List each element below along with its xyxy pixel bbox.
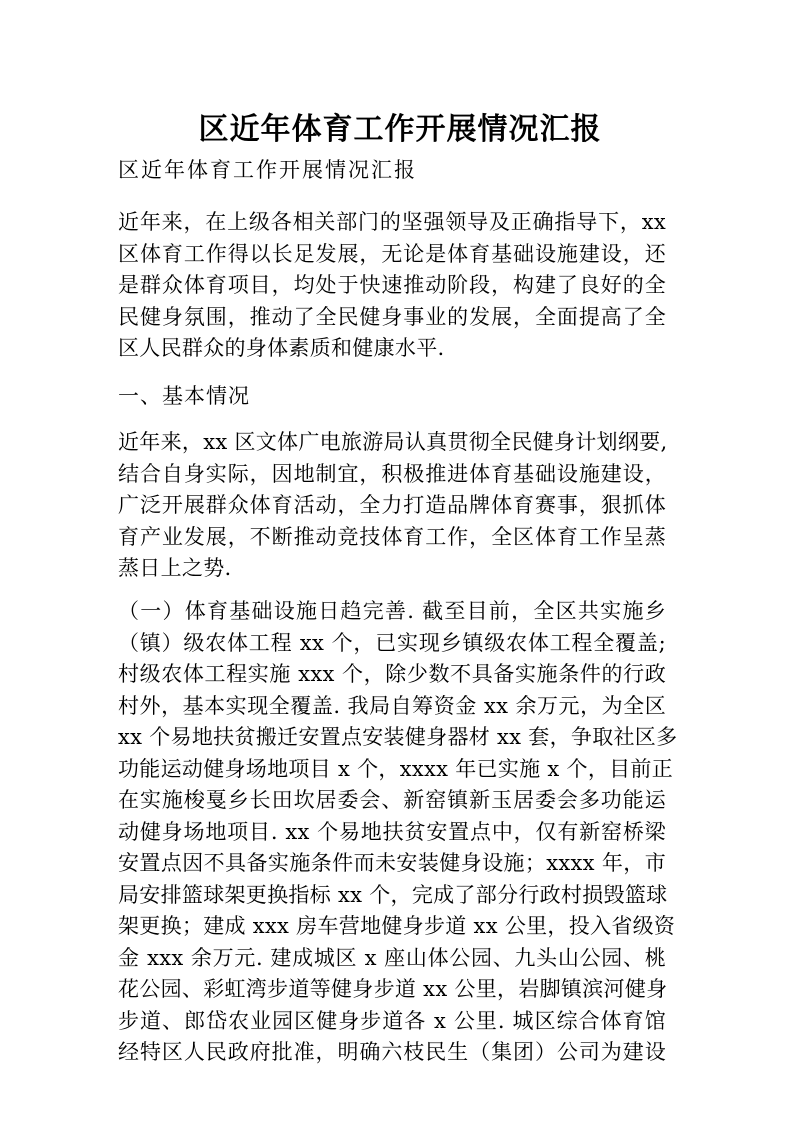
paragraph-line: （一）体育基础设施日趋完善. 截至目前，全区共实施乡: [118, 599, 666, 623]
paragraph-line: 区人民群众的身体素质和健康水平.: [118, 336, 445, 360]
section-heading: 一、基本情况: [118, 384, 250, 408]
paragraph-line: 是群众体育项目，均处于快速推动阶段，构建了良好的全: [118, 273, 666, 297]
paragraph-line: 近年来，xx 区文体广电旅游局认真贯彻全民健身计划纲要,: [118, 430, 668, 454]
paragraph-line: 步道、郎岱农业园区健身步道各 x 公里. 城区综合体育馆: [118, 1008, 666, 1033]
paragraph-line: 在实施梭戛乡长田坎居委会、新窑镇新玉居委会多功能运: [118, 788, 666, 812]
paragraph-line: 广泛开展群众体育活动，全力打造品牌体育赛事，狠抓体: [118, 493, 666, 517]
document-title: 区近年体育工作开展情况汇报: [198, 112, 602, 147]
section-paragraph: [118, 427, 666, 585]
paragraph-line: 民健身氛围，推动了全民健身事业的发展，全面提高了全: [118, 304, 666, 329]
paragraph-line: 育产业发展，不断推动竞技体育工作，全区体育工作呈蒸: [118, 524, 666, 549]
intro-paragraph: [118, 207, 666, 365]
paragraph-line: 结合自身实际，因地制宜，积极推进体育基础设施建设，: [118, 461, 666, 486]
paragraph-line: 经特区人民政府批准，明确六枝民生（集团）公司为建设: [118, 1040, 666, 1064]
paragraph-line: （镇）级农体工程 xx 个，已实现乡镇级农体工程全覆盖;: [118, 630, 666, 655]
document-subtitle: 区近年体育工作开展情况汇报: [118, 158, 417, 182]
paragraph-line: 功能运动健身场地项目 x 个，xxxx 年已实施 x 个，目前正: [118, 756, 674, 781]
paragraph-line: 动健身场地项目. xx 个易地扶贫安置点中，仅有新窑桥梁: [118, 819, 666, 844]
paragraph-line: 局安排篮球架更换指标 xx 个，完成了部分行政村损毁篮球: [118, 882, 668, 907]
paragraph-line: 花公园、彩虹湾步道等健身步道 xx 公里，岩脚镇滨河健身: [118, 977, 668, 1001]
paragraph-line: 村外，基本实现全覆盖. 我局自筹资金 xx 余万元，为全区: [118, 693, 666, 718]
paragraph-line: 近年来，在上级各相关部门的坚强领导及正确指导下，xx: [118, 210, 666, 234]
paragraph-line: 蒸日上之势.: [118, 556, 232, 580]
paragraph-line: 区体育工作得以长足发展，无论是体育基础设施建设，还: [118, 241, 666, 266]
paragraph-line: 架更换；建成 xxx 房车营地健身步道 xx 公里，投入省级资: [118, 914, 676, 938]
paragraph-line: 村级农体工程实施 xxx 个，除少数不具备实施条件的行政: [118, 662, 666, 686]
paragraph-line: 金 xxx 余万元. 建成城区 x 座山体公园、九头山公园、桃: [118, 945, 666, 970]
subsection-paragraph: [118, 596, 678, 1069]
paragraph-line: 安置点因不具备实施条件而未安装健身设施；xxxx 年，市: [118, 851, 666, 875]
paragraph-line: xx 个易地扶贫搬迁安置点安装健身器材 xx 套，争取社区多: [118, 725, 678, 749]
